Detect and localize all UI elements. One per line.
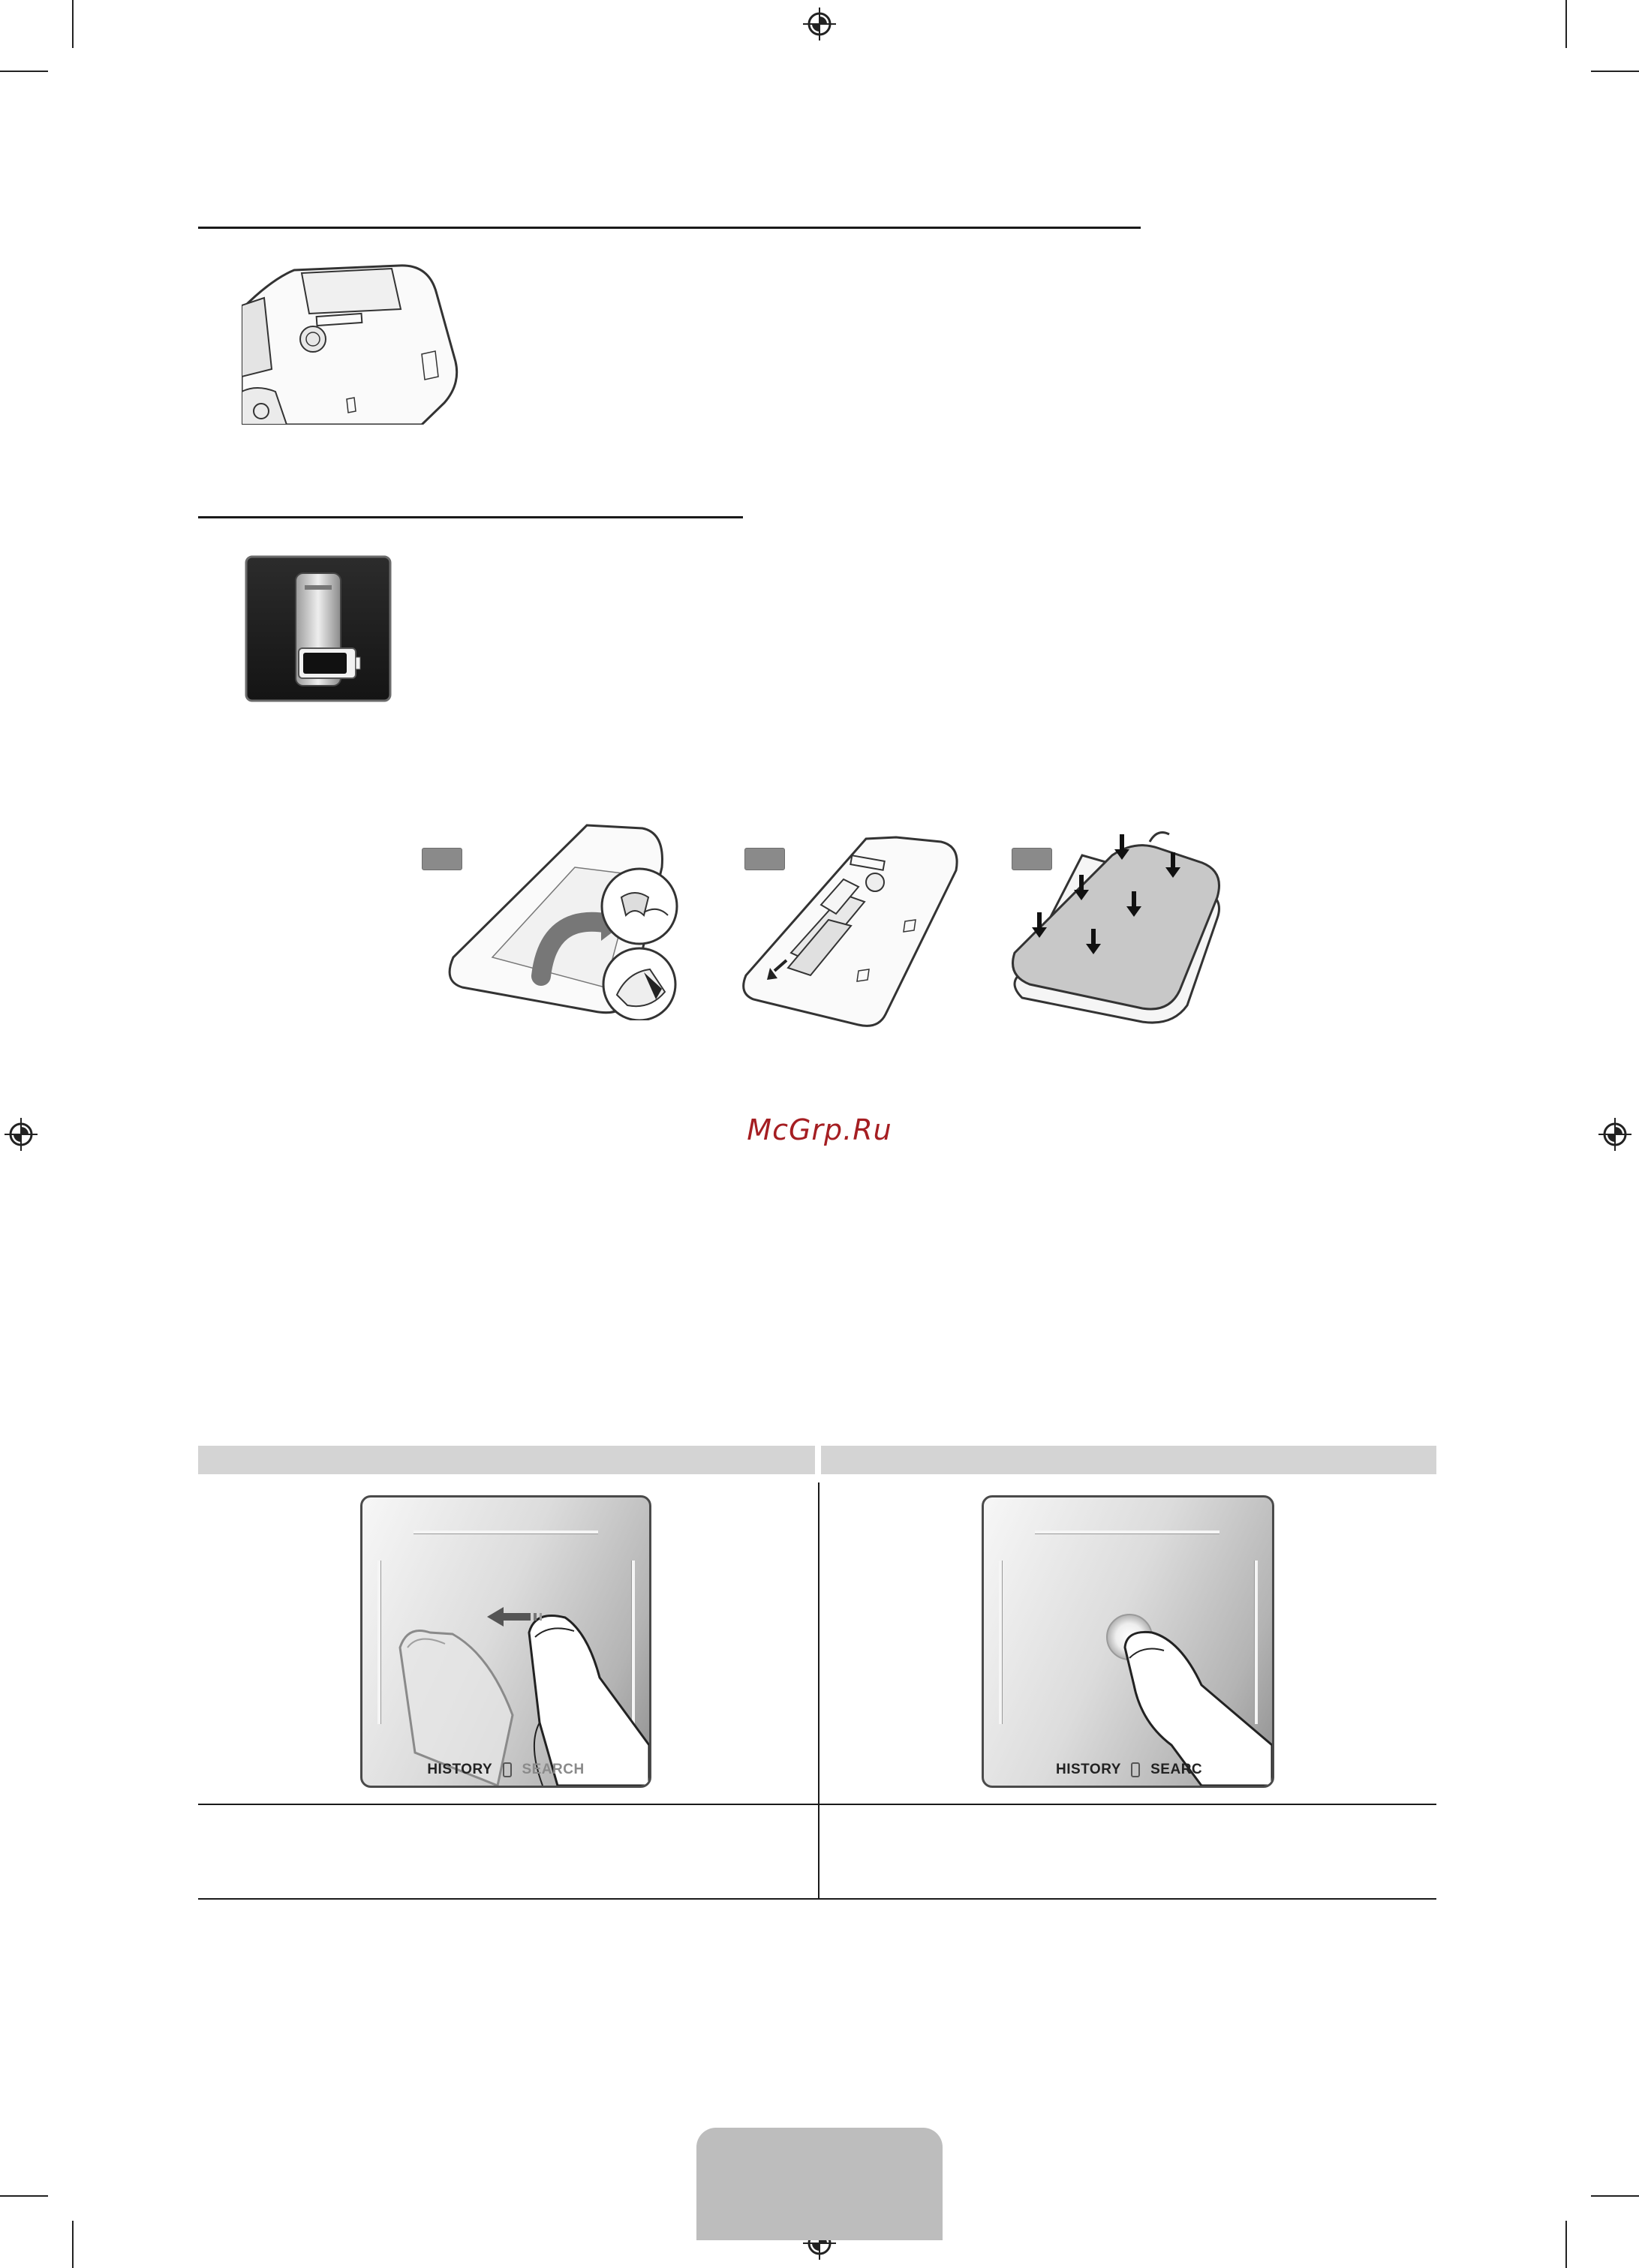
crop-mark: [72, 2221, 74, 2268]
touchpad-swipe-panel: [360, 1495, 651, 1788]
crop-mark: [1565, 0, 1567, 48]
table-row-divider: [198, 1804, 1436, 1805]
section-rule: [198, 516, 743, 518]
touchpad-press-illustration: [984, 1497, 1272, 1786]
crop-mark: [0, 71, 48, 72]
watermark-text: McGrp.Ru: [747, 1113, 892, 1146]
touchpad-button-labels: [984, 1762, 1272, 1778]
two-finger-swipe-illustration: [362, 1497, 649, 1786]
battery-step-2-illustration: [738, 833, 964, 1029]
crop-mark: [1565, 2221, 1567, 2268]
touchpad-press-panel: [982, 1495, 1274, 1788]
crop-mark: [1591, 71, 1639, 72]
crop-mark: [1591, 2195, 1639, 2197]
table-header-right: [821, 1446, 1436, 1474]
table-header-left: [198, 1446, 815, 1474]
crosshair-registration-icon: [803, 8, 836, 41]
label-separator-icon: [1131, 1762, 1140, 1777]
battery-step-3-illustration: [1000, 825, 1225, 1028]
remote-back-illustration: [242, 264, 459, 425]
history-label: HISTORY: [427, 1762, 492, 1777]
history-label: HISTORY: [1056, 1762, 1121, 1777]
section-rule: [198, 227, 1141, 229]
battery-step-1-illustration: [447, 822, 687, 1020]
page-number-tab: [696, 2128, 943, 2240]
crop-mark: [0, 2195, 48, 2197]
crop-mark: [72, 0, 74, 48]
battery-low-icon: [245, 555, 392, 702]
table-column-divider: [818, 1482, 820, 1900]
touchpad-button-labels: [362, 1762, 649, 1778]
search-label: SEARC: [1150, 1762, 1203, 1777]
search-label: SEARCH: [522, 1762, 585, 1777]
label-separator-icon: [503, 1762, 512, 1777]
table-bottom-rule: [198, 1898, 1436, 1900]
